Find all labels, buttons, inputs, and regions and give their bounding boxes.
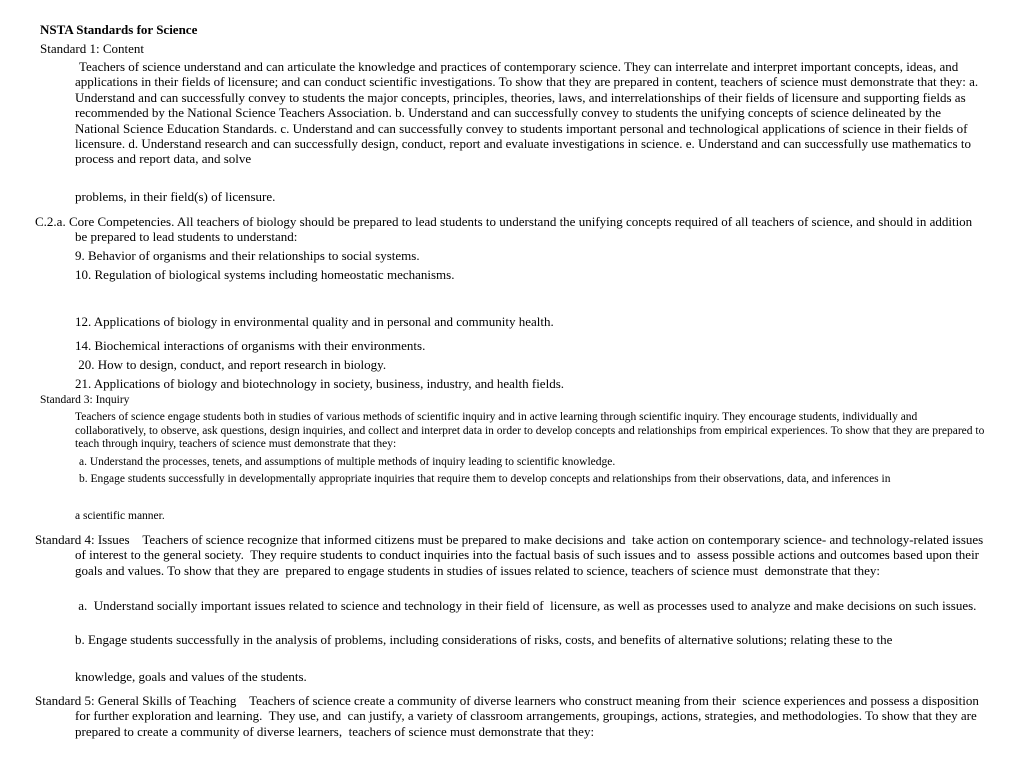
- core-item-9: 9. Behavior of organisms and their relationships to social systems.: [75, 248, 420, 263]
- standard-3-item-b: b. Engage students successfully in developmentally appropriate inquiries that require them to develop concepts and relationships from their observations, data, and inferences in: [79, 473, 891, 485]
- standard-1-body: Teachers of science understand and can articulate the knowledge and practices of contemporary science. They can interrelate and interpret important concepts, ideas, and applications in their fields of licensure; and can conduct scientific investigations. To show that they are prepared in content, teachers of science must demonstrate that they: a. Understand and can successfully convey to students the major concepts, principles, theories, laws, and interrelationships of their fields of licensure and supporting fields as recommended by the National Science Teachers Association. b. Understand and can successfully convey to students the unifying concepts of science delineated by the National Science Education Standards. c. Understand and can successfully convey to students important personal and technological applications of science in their fields of licensure. d. Understand research and can successfully design, conduct, report and evaluate investigations in science. e. Understand and can successfully use mathematics to process and report data, and solve: [75, 59, 979, 167]
- standard-3-item-b-tail: a scientific manner.: [75, 510, 165, 522]
- standard-3-item-a: a. Understand the processes, tenets, and assumptions of multiple methods of inquiry leading to scientific knowledge.: [79, 456, 616, 468]
- core-item-14: 14. Biochemical interactions of organisms with their environments.: [75, 338, 426, 353]
- standard-4-item-a: a. Understand socially important issues related to science and technology in their field of licensure, as well as processes used to analyze and make decisions on such issues.: [75, 598, 977, 613]
- standard-3-heading: Standard 3: Inquiry: [40, 394, 130, 406]
- standard-1-tail: problems, in their field(s) of licensure.: [75, 189, 276, 204]
- standard-5-lead: Standard 5: General Skills of Teaching Teachers of science create a community of diverse learners who construct meaning from their science experiences and possess a disposition for further exploration and learning. They use, and can justify, a variety of classroom arrangements, groupings, actions, strategies, and methodologies. To show that they are prepared to create a community of diverse learners, teachers of science must demonstrate that they:: [35, 693, 983, 739]
- core-item-12: 12. Applications of biology in environmental quality and in personal and community health.: [75, 314, 554, 329]
- standard-4-item-b: b. Engage students successfully in the analysis of problems, including considerations of risks, costs, and benefits of alternative solutions; relating these to the: [75, 632, 893, 647]
- standard-1-heading: Standard 1: Content: [40, 41, 144, 56]
- core-item-21: 21. Applications of biology and biotechnology in society, business, industry, and health fields.: [75, 376, 564, 391]
- core-item-20: 20. How to design, conduct, and report research in biology.: [75, 357, 387, 372]
- standard-4-item-b-tail: knowledge, goals and values of the students.: [75, 669, 307, 684]
- core-item-10: 10. Regulation of biological systems including homeostatic mechanisms.: [75, 267, 455, 282]
- standard-3-body: Teachers of science engage students both in studies of various methods of scientific inquiry and in active learning through scientific inquiry. They encourage students, individually and collaboratively, to observe, ask questions, design inquiries, and collect and interpret data in order to develop concepts and relationships from empirical experiences. To show that they are prepared to teach through inquiry, teachers of science must demonstrate that they:: [75, 411, 985, 450]
- page-title: NSTA Standards for Science: [40, 22, 198, 37]
- core-competencies-lead: C.2.a. Core Competencies. All teachers of biology should be prepared to lead students to understand the unifying concepts required of all teachers of science, and should in addition be prepared to lead students to understand:: [35, 214, 973, 245]
- standard-4-lead: Standard 4: Issues Teachers of science recognize that informed citizens must be prepared to make decisions and take action on contemporary science- and technology-related issues of interest to the general society. They require students to conduct inquiries into the factual basis of such issues and to assess possible actions and outcomes based upon their goals and values. To show that they are prepared to engage students in studies of issues related to science, teachers of science must demonstrate that they:: [35, 532, 987, 578]
